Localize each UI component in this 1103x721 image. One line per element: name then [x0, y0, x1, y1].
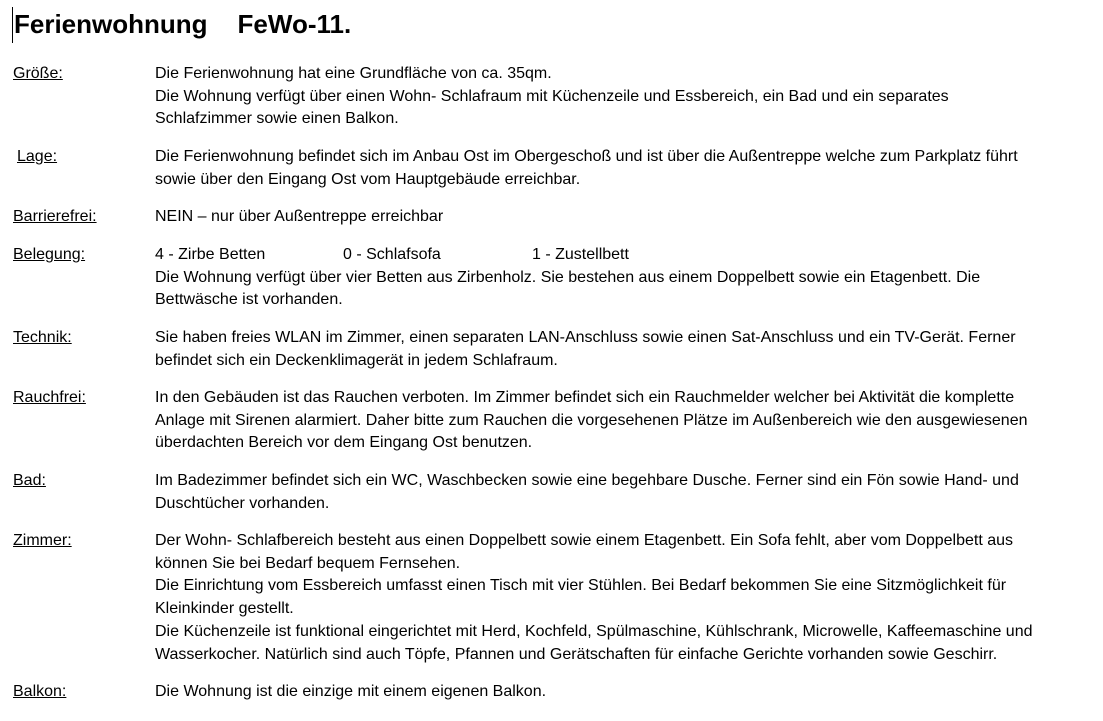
text-line: Die Einrichtung vom Essbereich umfasst einen Tisch mit vier Stühlen. Bei Bedarf bekommen Sie eine Sitzmöglichkeit für [155, 577, 1007, 595]
section-label-balkon: Balkon: [13, 683, 67, 700]
section-content-zimmer [155, 530, 1095, 666]
text-line: Die Ferienwohnung befindet sich im Anbau Ost im Obergeschoß und ist über die Außentreppe welche zum Parkplatz führt [155, 148, 1018, 165]
section-content-lage [155, 146, 1095, 191]
section-content-technik [155, 327, 1095, 372]
text-line: Anlage mit Sirenen alarmiert. Daher bitte zum Rauchen die vorgesehenen Plätze im Außenbereich wie den ausgewiesenen [155, 411, 1028, 429]
text-line: überdachten Bereich vor dem Eingang Ost benutzen. [155, 434, 533, 452]
text-line: Duschtücher vorhanden. [155, 494, 330, 512]
title-name: Ferienwohnung [14, 9, 208, 39]
text-line: Kleinkinder gestellt. [155, 600, 294, 618]
text-cursor [12, 7, 13, 43]
text-line: Der Wohn- Schlafbereich besteht aus einen Doppelbett sowie einem Etagenbett. Ein Sofa fehlt, aber vom Doppelbett aus [155, 532, 1013, 549]
section-content-groesse [155, 63, 1095, 131]
section-label-bad: Bad: [13, 472, 46, 489]
text-line: In den Gebäuden ist das Rauchen verboten. Im Zimmer befindet sich ein Rauchmelder welcher bei Aktivität die komplette [155, 389, 1015, 406]
text-line: Im Badezimmer befindet sich ein WC, Waschbecken sowie eine begehbare Dusche. Ferner sind ein Fön sowie Hand- und [155, 472, 1019, 489]
title-code: FeWo-11. [237, 9, 352, 39]
text-line: Die Wohnung verfügt über einen Wohn- Schlafraum mit Küchenzeile und Essbereich, ein Bad und ein separates [155, 87, 949, 105]
text-line: können Sie bei Bedarf bequem Fernsehen. [155, 554, 461, 572]
text-line: Bettwäsche ist vorhanden. [155, 291, 343, 309]
text-line: Die Küchenzeile ist funktional eingerichtet mit Herd, Kochfeld, Spülmaschine, Kühlschrank, Microwelle, Kaffeemaschine und [155, 622, 1033, 640]
text-line: Sie haben freies WLAN im Zimmer, einen separaten LAN-Anschluss sowie einen Sat-Anschluss und ein TV-Gerät. Ferner [155, 329, 1016, 346]
text-line: Schlafzimmer sowie einen Balkon. [155, 110, 399, 128]
section-label-technik: Technik: [13, 329, 72, 346]
section-content-bad [155, 470, 1095, 515]
section-label-barrierefrei: Barrierefrei: [13, 208, 97, 225]
text-line: NEIN – nur über Außentreppe erreichbar [155, 208, 444, 225]
occupancy-item: 0 - Schlafsofa [343, 246, 441, 263]
text-line: Wasserkocher. Natürlich sind auch Töpfe, Pfannen und Gerätschaften für einfache Gerichte vorhanden sowie Geschirr. [155, 645, 998, 663]
section-label-groesse: Größe: [13, 65, 63, 82]
text-line: sowie über den Eingang Ost vom Hauptgebäude erreichbar. [155, 170, 581, 188]
text-line: befindet sich ein Deckenklimagerät in jedem Schlafraum. [155, 351, 558, 369]
section-content-belegung [155, 244, 1095, 312]
document-title [14, 6, 351, 42]
section-label-belegung: Belegung: [13, 246, 86, 263]
text-line: Die Ferienwohnung hat eine Grundfläche von ca. 35qm. [155, 65, 552, 82]
section-label-zimmer: Zimmer: [13, 532, 72, 549]
occupancy-item: 1 - Zustellbett [532, 246, 629, 263]
section-content-balkon [155, 681, 1095, 704]
text-line: Die Wohnung verfügt über vier Betten aus Zirbenholz. Sie bestehen aus einem Doppelbett sowie ein Etagenbett. Die [155, 268, 981, 286]
section-content-barrierefrei [155, 206, 1095, 229]
occupancy-item: 4 - Zirbe Betten [155, 246, 266, 263]
text-line: Die Wohnung ist die einzige mit einem eigenen Balkon. [155, 683, 547, 700]
section-label-rauchfrei: Rauchfrei: [13, 389, 86, 406]
section-label-lage: Lage: [17, 148, 58, 165]
occupancy-items [155, 244, 1095, 267]
section-content-rauchfrei [155, 387, 1095, 455]
